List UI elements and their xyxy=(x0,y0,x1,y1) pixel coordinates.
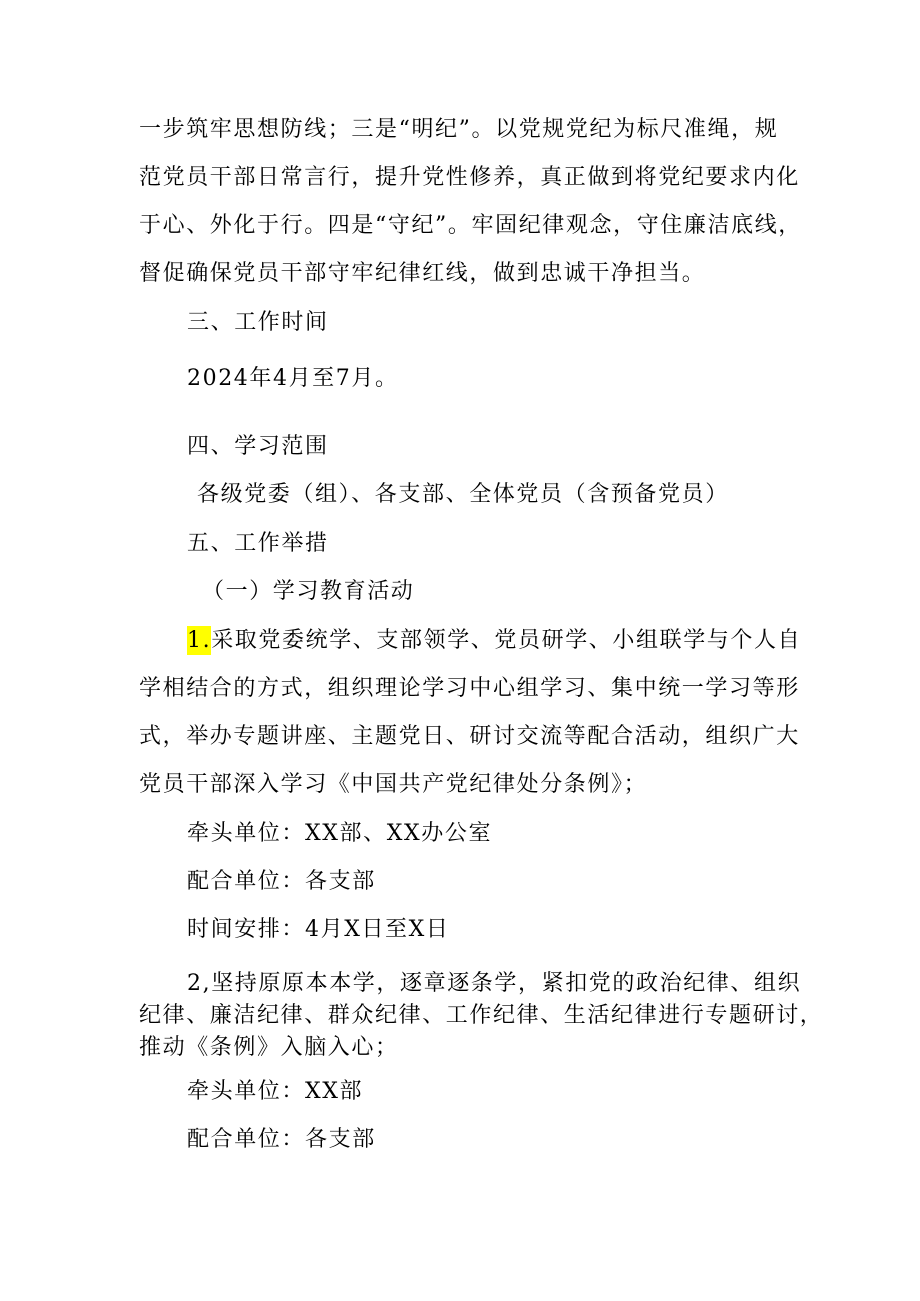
time-arrangement: 时间安排：4月X日至X日 xyxy=(187,917,450,942)
section-heading-work-time: 三、工作时间 xyxy=(187,310,329,335)
lead-unit: 牵头单位：XX部、XX办公室 xyxy=(187,821,493,846)
section-heading-measures: 五、工作举措 xyxy=(187,531,329,556)
paragraph-line: 式，举办专题讲座、主题党日、研讨交流等配合活动，组织广大 xyxy=(139,724,800,749)
paragraph-line: 党员干部深入学习《中国共产党纪律处分条例》； xyxy=(139,772,648,797)
cooperating-unit: 配合单位：各支部 xyxy=(187,1127,376,1152)
paragraph-line: 督促确保党员干部守牢纪律红线，做到忠诚干净担当。 xyxy=(139,261,706,286)
cooperating-unit: 配合单位：各支部 xyxy=(187,869,376,894)
paragraph-line: 于心、外化于行。四是“守纪”。牢固纪律观念，守住廉洁底线， xyxy=(139,213,802,238)
item-1-number: 1. xyxy=(187,628,212,653)
subsection-heading-learning: （一）学习教育活动 xyxy=(202,579,415,604)
item-2-first-line: 2,坚持原原本本学，逐章逐条学，紧扣党的政治纪律、组织 xyxy=(187,971,802,996)
scope-value: 各级党委（组）、各支部、全体党员（含预备党员） xyxy=(197,482,729,507)
paragraph-line: 纪律、廉洁纪律、群众纪律、工作纪律、生活纪律进行专题研讨， xyxy=(139,1003,824,1028)
paragraph-line: 一步筑牢思想防线；三是“明纪”。以党规党纪为标尺准绳，规 xyxy=(139,117,779,142)
item-1-text: 采取党委统学、支部领学、党员研学、小组联学与个人自 xyxy=(211,628,802,653)
lead-unit: 牵头单位：XX部 xyxy=(187,1079,364,1104)
section-heading-scope: 四、学习范围 xyxy=(187,434,329,459)
paragraph-line: 范党员干部日常言行，提升党性修养，真正做到将党纪要求内化 xyxy=(139,165,800,190)
paragraph-line: 推动《条例》入脑入心； xyxy=(139,1035,399,1060)
item-1-first-line xyxy=(187,626,860,656)
paragraph-line: 学相结合的方式，组织理论学习中心组学习、集中统一学习等形 xyxy=(139,676,800,701)
work-time-value: 2024年4月至7月。 xyxy=(187,366,399,391)
